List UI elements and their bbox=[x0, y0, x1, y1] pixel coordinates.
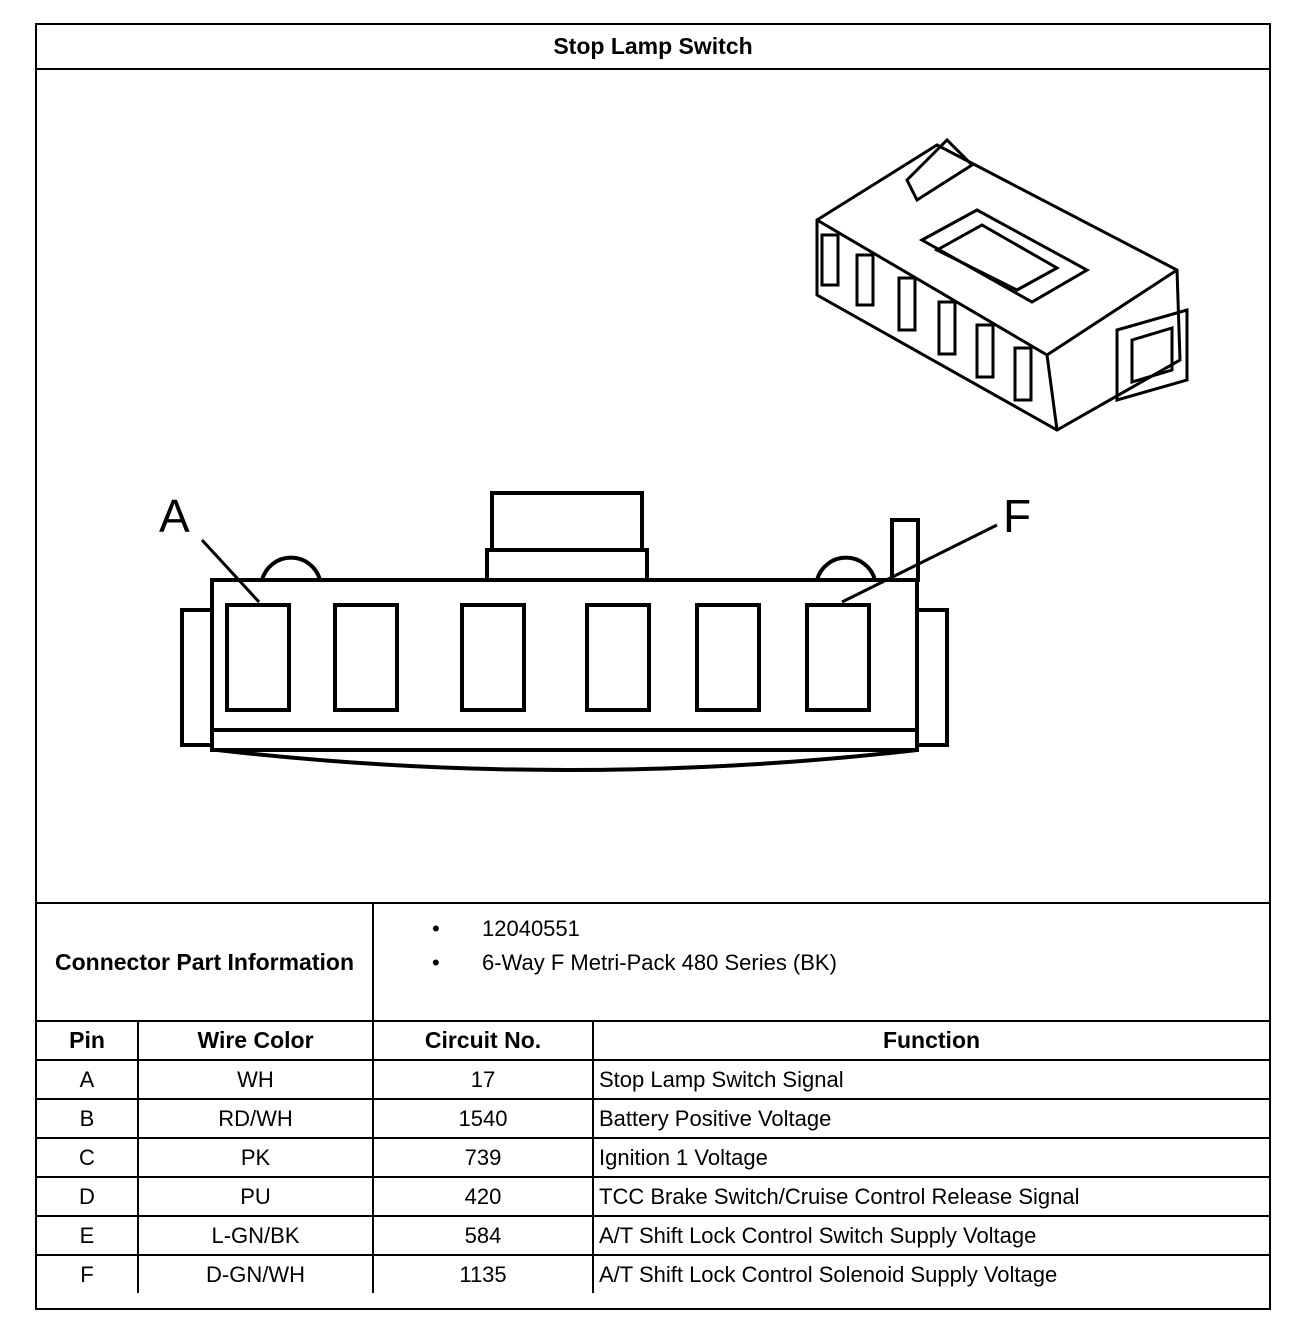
cell-circuit-no: 420 bbox=[373, 1177, 593, 1216]
cell-function: Ignition 1 Voltage bbox=[593, 1138, 1269, 1177]
cell-wire-color: RD/WH bbox=[138, 1099, 373, 1138]
bullet-icon: • bbox=[432, 950, 440, 975]
part-number: 12040551 bbox=[482, 916, 580, 941]
cell-circuit-no: 1135 bbox=[373, 1255, 593, 1293]
cell-function: Battery Positive Voltage bbox=[593, 1099, 1269, 1138]
header-function: Function bbox=[593, 1022, 1269, 1060]
cell-pin: B bbox=[37, 1099, 138, 1138]
table-row bbox=[37, 1060, 1269, 1099]
connector-type: 6-Way F Metri-Pack 480 Series (BK) bbox=[482, 950, 837, 975]
pin-cavity-c bbox=[462, 605, 524, 710]
pin-cavity-b bbox=[335, 605, 397, 710]
cell-wire-color: D-GN/WH bbox=[138, 1255, 373, 1293]
cell-wire-color: L-GN/BK bbox=[138, 1216, 373, 1255]
table-header-row bbox=[37, 1022, 1269, 1060]
cell-circuit-no: 17 bbox=[373, 1060, 593, 1099]
cell-circuit-no: 739 bbox=[373, 1138, 593, 1177]
cell-function: A/T Shift Lock Control Switch Supply Voltage bbox=[593, 1216, 1269, 1255]
cell-wire-color: PK bbox=[138, 1138, 373, 1177]
connector-info-label: Connector Part Information bbox=[37, 904, 374, 1022]
table-row bbox=[37, 1255, 1269, 1293]
cell-pin: E bbox=[37, 1216, 138, 1255]
pin-cavity-d bbox=[587, 605, 649, 710]
pin-cavities-3d bbox=[822, 235, 1031, 400]
pin-cavity-a bbox=[227, 605, 289, 710]
pinout-table bbox=[37, 1022, 1269, 1293]
cell-function: Stop Lamp Switch Signal bbox=[593, 1060, 1269, 1099]
table-row bbox=[37, 1099, 1269, 1138]
cell-wire-color: WH bbox=[138, 1060, 373, 1099]
table-row bbox=[37, 1177, 1269, 1216]
connector-document bbox=[35, 23, 1271, 1310]
document-title: Stop Lamp Switch bbox=[37, 25, 1269, 70]
bullet-icon: • bbox=[432, 916, 440, 941]
pin-cavity-f bbox=[807, 605, 869, 710]
cell-pin: C bbox=[37, 1138, 138, 1177]
connector-info-list bbox=[374, 904, 1269, 1022]
cell-wire-color: PU bbox=[138, 1177, 373, 1216]
pin-label-a: A bbox=[159, 490, 190, 542]
cell-function: A/T Shift Lock Control Solenoid Supply Voltage bbox=[593, 1255, 1269, 1293]
cell-pin: A bbox=[37, 1060, 138, 1099]
header-circuit-no: Circuit No. bbox=[373, 1022, 593, 1060]
cell-function: TCC Brake Switch/Cruise Control Release Signal bbox=[593, 1177, 1269, 1216]
cell-pin: D bbox=[37, 1177, 138, 1216]
table-row bbox=[37, 1138, 1269, 1177]
header-pin: Pin bbox=[37, 1022, 138, 1060]
pin-cavity-e bbox=[697, 605, 759, 710]
cell-circuit-no: 1540 bbox=[373, 1099, 593, 1138]
connector-illustration bbox=[37, 70, 1269, 902]
connector-diagram bbox=[37, 70, 1269, 904]
connector-face-view bbox=[182, 493, 997, 770]
cell-circuit-no: 584 bbox=[373, 1216, 593, 1255]
header-wire-color: Wire Color bbox=[138, 1022, 373, 1060]
cell-pin: F bbox=[37, 1255, 138, 1293]
pin-cavities bbox=[227, 605, 869, 710]
table-row bbox=[37, 1216, 1269, 1255]
pin-label-f: F bbox=[1003, 490, 1032, 542]
connector-3d-view bbox=[817, 140, 1187, 430]
